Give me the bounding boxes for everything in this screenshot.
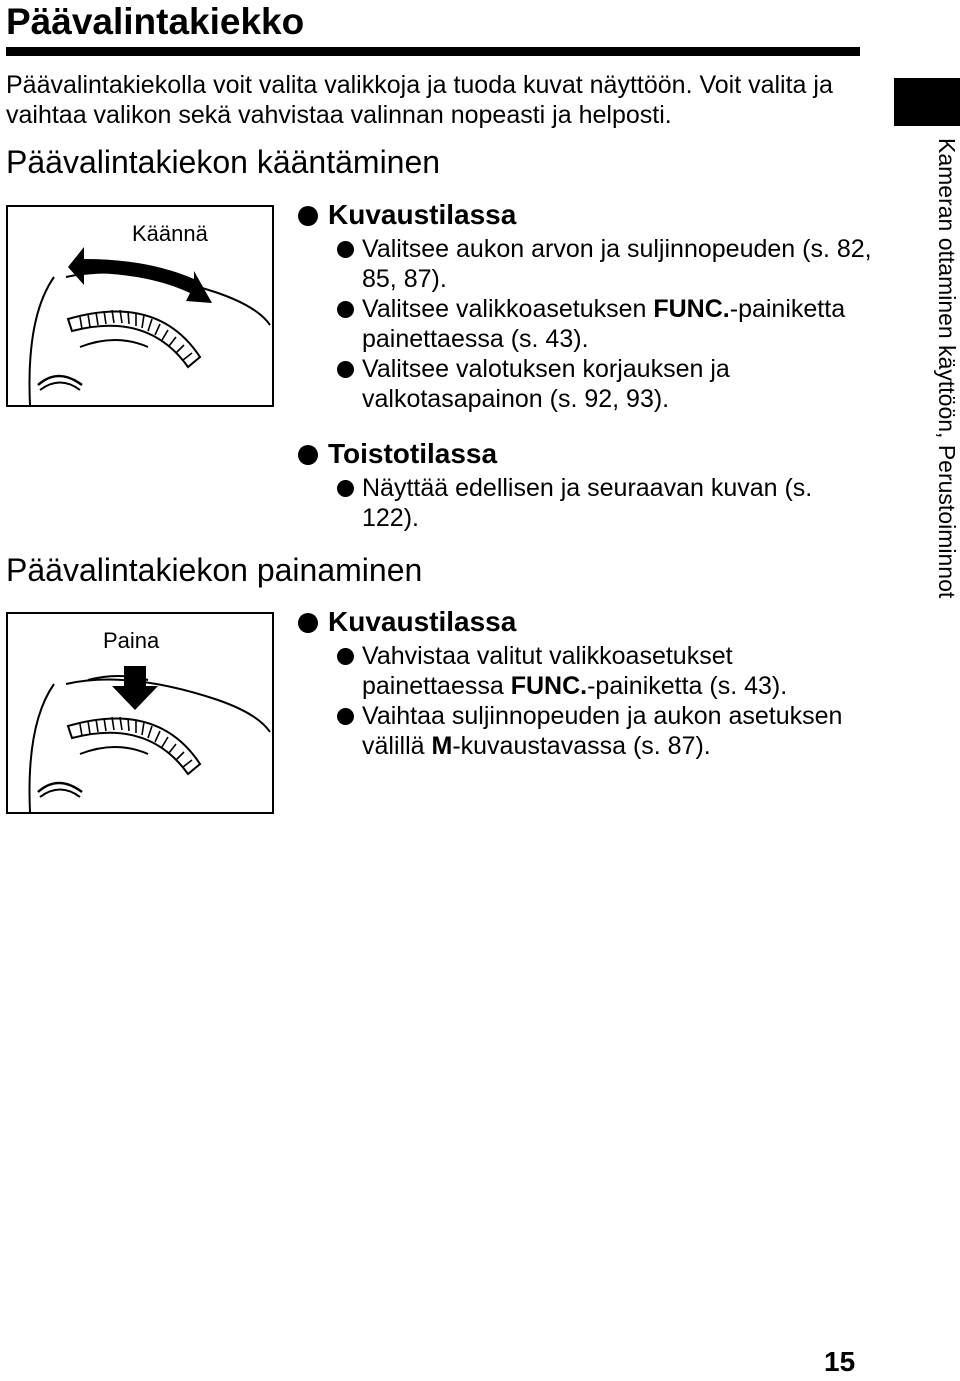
mode-title [296, 437, 876, 471]
illustration-press-dial [6, 612, 274, 814]
illustration-turn-dial [6, 205, 274, 407]
mode-title-text: Kuvaustilassa [328, 606, 517, 637]
chapter-side-label-text: Kameran ottaminen käyttöön, Perustoiminnot [934, 138, 960, 599]
bullet-icon [337, 480, 354, 497]
title-rule [6, 47, 860, 56]
item-text-bold: FUNC. [510, 672, 588, 700]
list-item [296, 354, 876, 414]
turn-shooting-mode-block [296, 198, 876, 414]
bullet-icon [337, 241, 354, 258]
list-item [296, 473, 876, 533]
bullet-icon [298, 206, 318, 226]
item-list [296, 641, 876, 761]
bullet-icon [298, 445, 318, 465]
item-text: Valitsee valotuksen korjauksen ja valkotasapainon (s. 92, 93). [362, 355, 730, 413]
list-item [296, 294, 876, 354]
illustration-caption-turn: Käännä [132, 221, 208, 246]
item-text-pre: Valitsee valikkoasetuksen [362, 295, 654, 323]
mode-title [296, 198, 876, 232]
bullet-icon [337, 301, 354, 318]
list-item [296, 234, 876, 294]
mode-title [296, 605, 876, 639]
bullet-icon [337, 708, 354, 725]
item-text-post: -painiketta painettaessa (s. 43). [362, 295, 846, 353]
list-item [296, 701, 876, 761]
chapter-tab-marker [894, 78, 960, 126]
intro-paragraph: Päävalintakiekolla voit valita valikkoja ja tuoda kuvat näyttöön. Voit valita ja vaihtaa valikon sekä vahvistaa valinnan nopeasti ja helposti. [6, 71, 833, 129]
item-text-post: -kuvaustavassa (s. 87). [452, 732, 711, 760]
bullet-icon [337, 648, 354, 665]
item-list [296, 234, 876, 414]
item-text-bold: M [431, 732, 453, 760]
item-text: Valitsee aukon arvon ja suljinnopeuden (s. 82, 85, 87). [362, 235, 872, 293]
heading-dial-turning: Päävalintakiekon kääntäminen [6, 144, 441, 180]
item-text-bold: FUNC. [653, 295, 730, 323]
bullet-icon [337, 361, 354, 378]
list-item [296, 641, 876, 701]
item-text: Näyttää edellisen ja seuraavan kuvan (s. 122). [362, 474, 813, 532]
turn-playback-mode-block [296, 437, 876, 533]
page-number: 15 [824, 1346, 856, 1377]
mode-title-text: Toistotilassa [328, 438, 498, 469]
bullet-icon [298, 613, 318, 633]
press-shooting-mode-block [296, 605, 876, 761]
illustration-caption-press: Paina [103, 628, 160, 653]
item-text-post: -painiketta (s. 43). [587, 672, 788, 700]
mode-title-text: Kuvaustilassa [328, 199, 517, 230]
page-title: Päävalintakiekko [6, 1, 305, 42]
item-list [296, 473, 876, 533]
heading-dial-pressing: Päävalintakiekon painaminen [6, 552, 423, 588]
chapter-side-label [928, 138, 960, 678]
item-text-pre: Vaihtaa suljinnopeuden ja aukon asetuksen välillä [362, 702, 843, 760]
item-text-pre: Vahvistaa valitut valikkoasetukset painettaessa [362, 642, 733, 700]
